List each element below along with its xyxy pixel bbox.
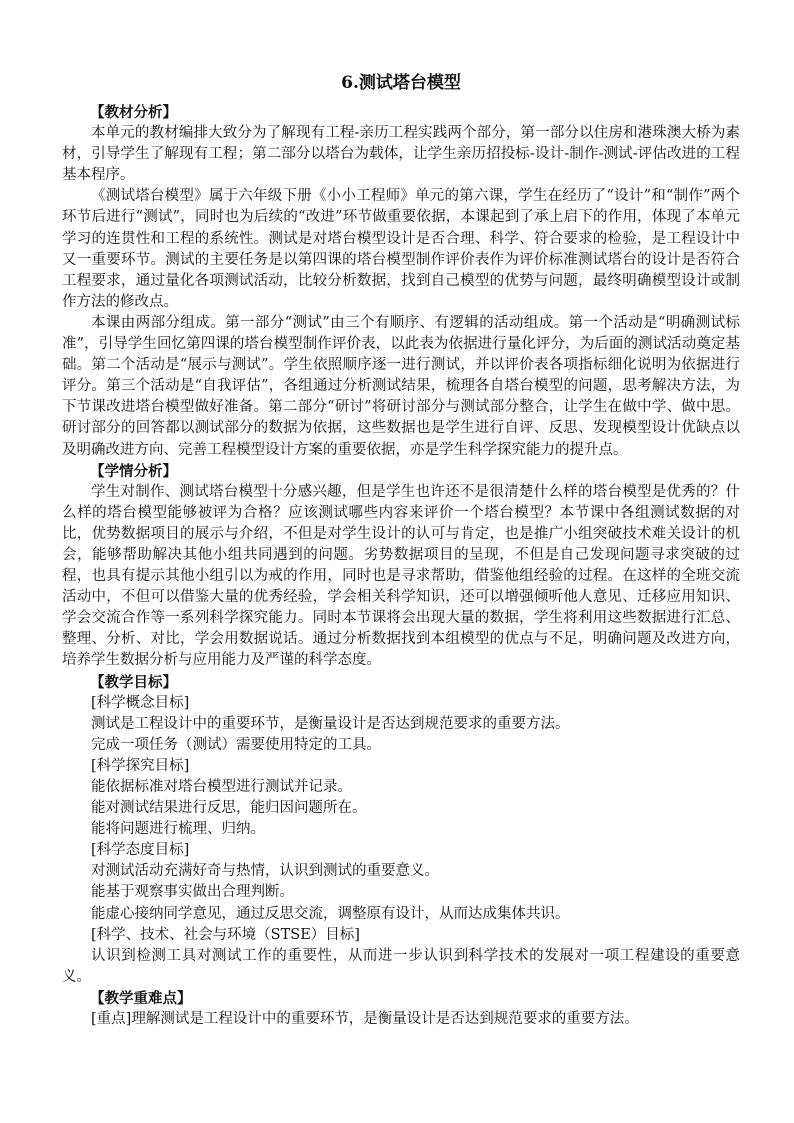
keypoint-item-1: [重点]理解测试是工程设计中的重要环节，是衡量设计是否达到规范要求的重要方法。	[91, 1011, 639, 1028]
goal-label-attitude: [科学态度目标]	[91, 842, 190, 859]
section-heading-keypoints: 【教学重难点】	[90, 989, 192, 1007]
section-heading-students: 【学情分析】	[90, 462, 177, 480]
goal-label-concept: [科学概念目标]	[91, 694, 190, 711]
section-heading-material: 【教材分析】	[90, 104, 177, 121]
students-paragraph-1: 学生对制作、测试塔台模型十分感兴趣，但是学生也许还不是很清楚什么样的塔台模型是优秀的？什么样的塔台模型能够被评为合格？应该测试哪些内容来评价一个塔台模型？本节课中各组测试数据的对比，优势数据项目的展示与介绍，不但是对学生设计的认可与肯定，也是推广小组突破技术难关设计的机会，能够帮助解决其他小组共同遇到的问题。劣势数据项目的呈现，不但是自己发现问题寻求突破的过程，也具有提示其他小组引以为戒的作用，同时也是寻求帮助，借鉴他组经验的过程。在这样的全班交流活动中，不但可以借鉴大量的优秀经验，学会相关科学知识，还可以增强倾听他人意见、迁移应用知识、学会交流合作等一系列科学探究能力。同时本节课将会出现大量的数据，学生将利用这些数据进行汇总、 整理、分析、对比，学会用数据说话。通过分析数据找到本组模型的优点与不足，明确问题及改进方向，培养学生数据分析与应用能力及严谨的科学态度。	[62, 483, 740, 669]
material-paragraph-1: 本单元的教材编排大致分为了解现有工程-亲历工程实践两个部分，第一部分以住房和港珠澳大桥为素材，引导学生了解现有工程；第二部分以塔台为载体，让学生亲历招投标-设计-制作-测试-评估改进的工程基本程序。	[62, 125, 740, 184]
goal-label-stse: [科学、技术、社会与环境（STSE）目标]	[91, 926, 360, 943]
goal-label-inquiry: [科学探究目标]	[91, 757, 190, 774]
goal-attitude-item-2: 能基于观察事实做出合理判断。	[91, 884, 294, 901]
goal-attitude-item-3: 能虚心接纳同学意见，通过反思交流，调整原有设计，从而达成集体共识。	[91, 905, 570, 922]
material-paragraph-2: 《测试塔台模型》属于六年级下册《小小工程师》单元的第六课，学生在经历了“设计”和“制作”两个环节后进行“测试”，同时也为后续的“改进”环节做重要依据，本课起到了承上启下的作用，体现了本单元学习的连贯性和工程的系统性。测试是对塔台模型设计是否合理、科学、符合要求的检验，是工程设计中又一重要环节。测试的主要任务是以第四课的塔台模型制作评价表作为评价标准测试塔台的设计是否符合工程要求，通过量化各项测试活动，比较分析数据，找到自己模型的优势与问题，最终明确模型设计或制作方法的修改点。	[62, 188, 740, 310]
goal-concept-item-2: 完成一项任务（测试）需要使用特定的工具。	[91, 736, 381, 753]
goal-inquiry-item-3: 能将问题进行梳理、归纳。	[91, 821, 265, 838]
goal-inquiry-item-1: 能依据标准对塔台模型进行测试并记录。	[91, 779, 352, 795]
material-paragraph-3: 本课由两部分组成。第一部分“测试”由三个有顺序、有逻辑的活动组成。第一个活动是“明确测试标准”，引导学生回忆第四课的塔台模型制作评价表，以此表为依据进行量化评分，为后面的测试活动奠定基础。第二个活动是“展示与测试”。学生依照顺序逐一进行测试，并以评价表各项指标细化说明为依据进行评分。第三个活动是“自我评估”，各组通过分析测试结果，梳理各自塔台模型的问题，思考解决方法，为下节课改进塔台模型做好准备。第二部分“研讨”将研讨部分与测试部分整合，让学生在做中学、做中思。研讨部分的回答都以测试部分的数据为依据，这些数据也是学生进行自评、反思、发现模型设计优缺点以及明确改进方向、完善工程模型设计方案的重要依据，亦是学生科学探究能力的提升点。	[62, 314, 740, 458]
goal-inquiry-item-2: 能对测试结果进行反思，能归因问题所在。	[91, 800, 367, 817]
document-page	[62, 70, 740, 1030]
goal-attitude-item-1: 对测试活动充满好奇与热情，认识到测试的重要意义。	[91, 863, 439, 880]
section-heading-goals: 【教学目标】	[90, 673, 177, 691]
goal-concept-item-1: 测试是工程设计中的重要环节，是衡量设计是否达到规范要求的重要方法。	[91, 715, 570, 732]
document-title: 6.测试塔台模型	[341, 73, 461, 93]
goal-stse-text: 认识到检测工具对测试工作的重要性，从而进一步认识到科学技术的发展对一项工程建设的重要意义。	[62, 947, 740, 985]
